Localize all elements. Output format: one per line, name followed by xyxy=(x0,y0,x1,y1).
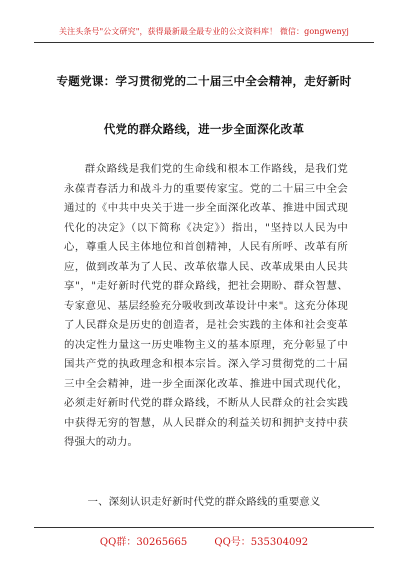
document-title-line-2: 代党的群众路线，进一步全面深化改革 xyxy=(103,122,305,136)
footer-divider xyxy=(34,527,374,528)
header-divider xyxy=(34,42,374,43)
qq-group-number: QQ群：30265665 xyxy=(99,537,188,548)
section-heading: 一、深刻认识走好新时代党的群众路线的重要意义 xyxy=(87,496,321,508)
document-title-line-1: 专题党课：学习贯彻党的二十届三中全会精神，走好新时 xyxy=(56,74,352,88)
header-notice: 关注头条号"公文研究"，获得最新最全最专业的公文资料库！ 微信：gongwenyj xyxy=(59,27,349,36)
footer-contact xyxy=(0,533,408,548)
body-paragraph: 群众路线是我们党的生命线和根本工作路线，是我们党永葆青春活力和战斗力的重要传家宝。党的二十届三中全会通过的《中共中央关于进一步全面深化改革、推进中国式现代化的决定》（以下简称《决定》）指出，"坚持以人民为中心，尊重人民主体地位和首创精神，人民有所呼、改革有所应，做到改革为了人民、改革依靠人民、改革成果由人民共享"，"走好新时代党的群众路线，把社会期盼、群众智慧、专家意见、基层经验充分吸收到改革设计中来"。这充分体现了人民群众是历史的创造者，是社会实践的主体和社会变革的决定性力量这一历史唯物主义的基本原理，充分彰显了中国共产党的执政理念和根本宗旨。深入学习贯彻党的二十届三中全会精神，进一步全面深化改革、推进中国式现代化，必须走好新时代党的群众路线，不断从人民群众的社会实践中获得无穷的智慧，从人民群众的利益关切和拥护支持中获得强大的动力。 xyxy=(64,163,348,448)
qq-number: QQ号：535304092 xyxy=(214,537,309,548)
